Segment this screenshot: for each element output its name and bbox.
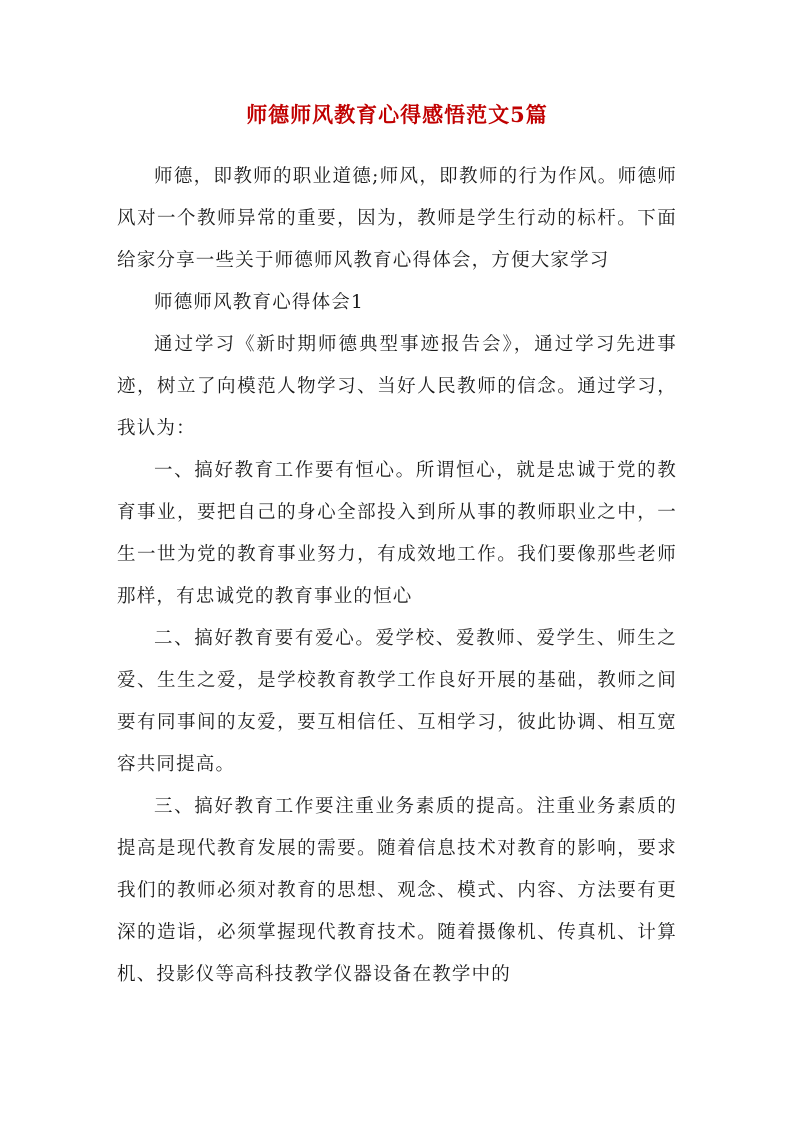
paragraph-point-2: 二、搞好教育要有爱心。爱学校、爱教师、爱学生、师生之爱、生生之爱，是学校教育教学工作良好开展的基础，教师之间要有同事间的友爱，要互相信任、互相学习，彼此协调、相互宽容共同提高。 — [117, 628, 677, 775]
paragraph-point-3: 三、搞好教育工作要注重业务素质的提高。注重业务素质的提高是现代教育发展的需要。随着信息技术对教育的影响，要求我们的教师必须对教育的思想、观念、模式、内容、方法要有更深的造诣，必须掌握现代教育技术。随着摄像机、传真机、计算机、投影仪等高科技教学仪器设备在教学中的 — [117, 796, 677, 985]
paragraph-study: 通过学习《新时期师德典型事迹报告会》，通过学习先进事迹，树立了向模范人物学习、当好人民教师的信念。通过学习，我认为： — [117, 334, 677, 439]
document-body — [117, 156, 677, 996]
paragraph-intro: 师德，即教师的职业道德;师风，即教师的行为作风。师德师风对一个教师异常的重要，因为，教师是学生行动的标杆。下面给家分享一些关于师德师风教育心得体会，方便大家学习 — [117, 166, 677, 271]
paragraph-point-1: 一、搞好教育工作要有恒心。所谓恒心，就是忠诚于党的教育事业，要把自己的身心全部投入到所从事的教师职业之中，一生一世为党的教育事业努力，有成效地工作。我们要像那些老师那样，有忠诚党的教育事业的恒心 — [117, 460, 677, 607]
section-heading-1: 师德师风教育心得体会1 — [154, 292, 364, 313]
document-title: 师德师风教育心得感悟范文5篇 — [246, 102, 548, 127]
